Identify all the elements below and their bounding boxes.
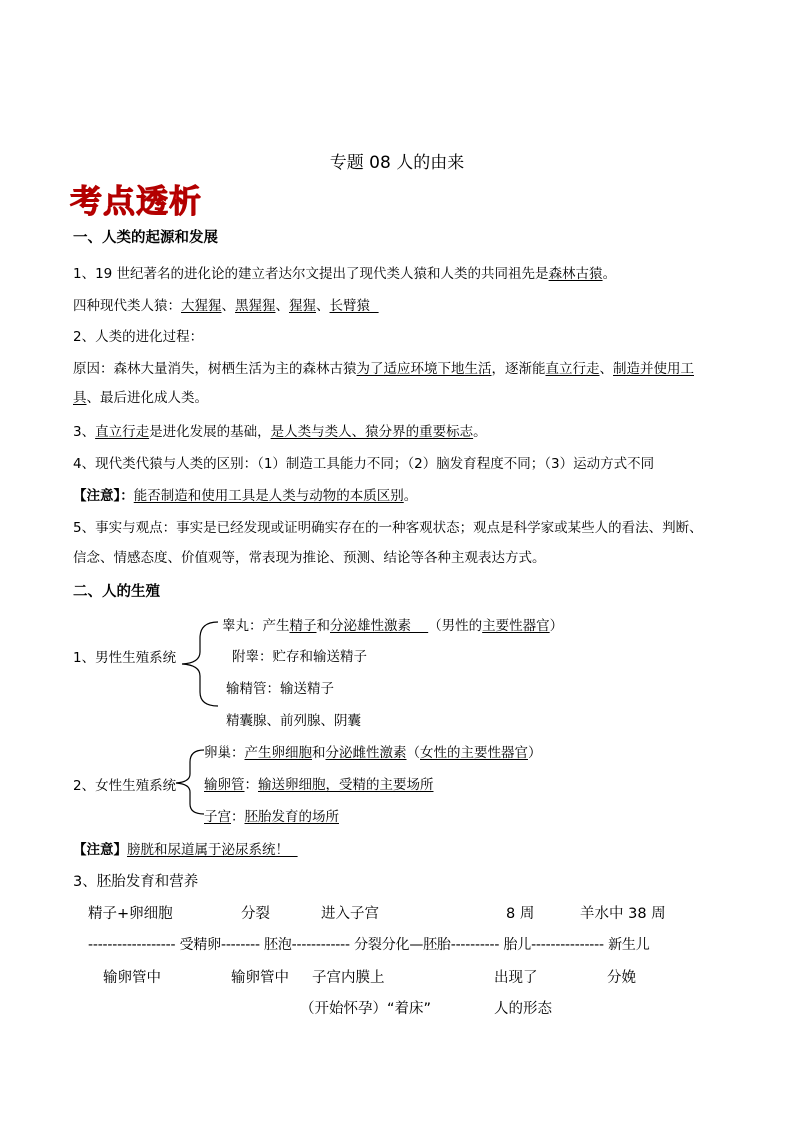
male-system-label: 1、男性生殖系统 [73, 650, 177, 666]
embryo-row4-implantation: （开始怀孕）“着床” [300, 1001, 432, 1017]
embryo-row1-division: 分裂 [241, 906, 270, 922]
paragraph-reason-line2: 具、最后进化成人类。 [73, 390, 208, 406]
paragraph-differences: 4、现代类代猿与人类的区别：（1）制造工具能力不同；（2）脑发育程度不同；（3）运动方式不同 [73, 456, 655, 472]
male-brace-icon [176, 614, 224, 710]
section1-heading: 一、人类的起源和发展 [73, 230, 218, 246]
embryo-row1-sperm-egg: 精子+卵细胞 [88, 906, 173, 922]
embryo-row1-8-weeks: 8 周 [506, 906, 535, 922]
paragraph-evolution-heading: 2、人类的进化过程： [73, 329, 204, 345]
page-title: 专题 08 人的由来 [329, 153, 465, 173]
oviduct-line: 输卵管：输送卵细胞，受精的主要场所 [204, 777, 434, 793]
testis-line: 睾丸：产生精子和分泌雄性激素 （男性的主要性器官） [222, 618, 564, 634]
embryo-heading: 3、胚胎发育和营养 [73, 874, 199, 890]
paragraph-apes: 四种现代类人猿：大猩猩、黑猩猩、猩猩、长臂猿 [73, 298, 370, 314]
embryo-row3-endometrium: 子宫内膜上 [312, 970, 385, 986]
embryo-row3-oviduct-a: 输卵管中 [103, 970, 161, 986]
embryo-row3-appeared: 出现了 [494, 970, 538, 986]
embryo-row2-timeline: ------------------ 受精卵-------- 胚泡------------ 分裂分化—胚胎---------- 胎儿--------------- 新生儿 [88, 937, 650, 953]
embryo-row3-oviduct-b: 输卵管中 [231, 970, 289, 986]
embryo-row1-enter-uterus: 进入子宫 [321, 906, 379, 922]
vas-deferens-line: 输精管：输送精子 [226, 681, 334, 697]
paragraph-reason-line1: 原因：森林大量消失，树栖生活为主的森林古猿为了适应环境下地生活，逐渐能直立行走、制造并使用工 [73, 361, 694, 377]
embryo-row1-38-weeks: 羊水中 38 周 [580, 906, 666, 922]
embryo-row3-delivery: 分娩 [607, 970, 636, 986]
glands-line: 精囊腺、前列腺、阴囊 [226, 713, 361, 729]
paragraph-note-tools: 【注意】：能否制造和使用工具是人类与动物的本质区别。 [73, 488, 418, 504]
embryo-row4-human-form: 人的形态 [494, 1001, 552, 1017]
paragraph-upright-walking: 3、直立行走是进化发展的基础，是人类与类人、猿分界的重要标志。 [73, 424, 487, 440]
uterus-line: 子宫：胚胎发育的场所 [204, 809, 339, 825]
paragraph-fact-opinion-line2: 信念、情感态度、价值观等，常表现为推论、预测、结论等各种主观表达方式。 [73, 550, 546, 566]
paragraph-darwin: 1、19 世纪著名的进化论的建立者达尔文提出了现代类人猿和人类的共同祖先是森林古猿。 [73, 266, 617, 282]
key-points-banner: 考点透析 [70, 182, 203, 220]
paragraph-fact-opinion-line1: 5、事实与观点：事实是已经发现或证明确实存在的一种客观状态；观点是科学家或某些人的看法、判断、 [73, 520, 703, 536]
female-system-label: 2、女性生殖系统 [73, 778, 177, 794]
epididymis-line: 附睾：贮存和输送精子 [232, 649, 367, 665]
note-urinary: 【注意】膀胱和尿道属于泌尿系统！ [73, 842, 289, 858]
section2-heading: 二、人的生殖 [73, 584, 160, 600]
ovary-line: 卵巢：产生卵细胞和分泌雌性激素（女性的主要性器官） [204, 745, 542, 761]
